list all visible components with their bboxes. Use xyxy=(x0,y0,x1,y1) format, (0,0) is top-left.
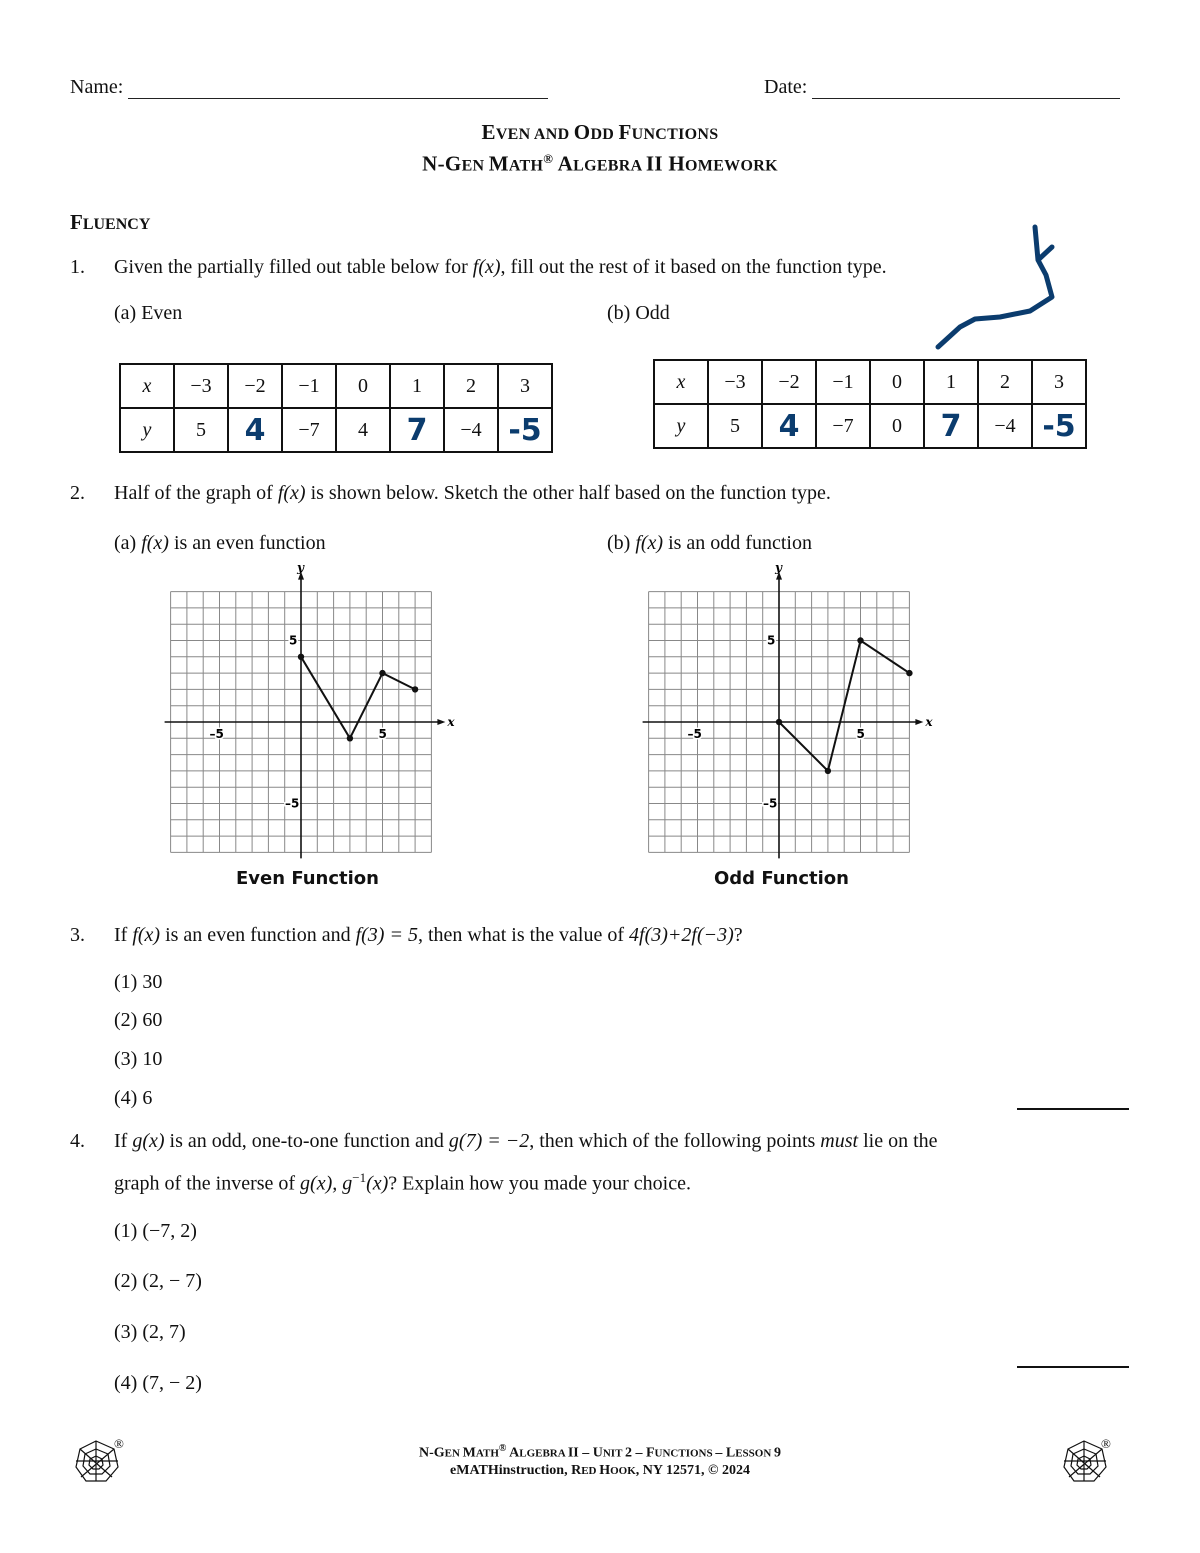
data-point xyxy=(347,735,353,741)
x-header: x xyxy=(654,360,708,404)
table-even xyxy=(119,363,553,453)
table-cell: 5 xyxy=(708,404,762,448)
table-cell: −1 xyxy=(282,364,336,408)
q2-part-b: (b) f(x) is an odd function xyxy=(607,532,812,554)
choice-item[interactable]: (3) (2, 7) xyxy=(114,1321,186,1343)
page-subtitle: N-GEN MATH® ALGEBRA II HOMEWORK xyxy=(422,151,778,176)
table-cell: −7 xyxy=(282,408,336,452)
table-row-x xyxy=(654,360,1086,404)
graph-odd-caption: Odd Function xyxy=(714,868,849,889)
tick-label: –5 xyxy=(285,796,300,811)
table-cell: 2 xyxy=(978,360,1032,404)
pen-scribble xyxy=(920,215,1070,360)
y-axis-label: y xyxy=(775,565,782,575)
graph-even-caption: Even Function xyxy=(236,868,379,889)
q1-part-b: (b) Odd xyxy=(607,302,670,324)
x-header: x xyxy=(120,364,174,408)
choice-item[interactable]: (3) 10 xyxy=(114,1048,163,1070)
y-header: y xyxy=(120,408,174,452)
q3-answer-line[interactable] xyxy=(1017,1108,1129,1110)
table-cell: 3 xyxy=(1032,360,1086,404)
table-row-x xyxy=(120,364,552,408)
table-cell: −3 xyxy=(174,364,228,408)
data-point xyxy=(906,670,912,676)
table-cell: −1 xyxy=(816,360,870,404)
name-line xyxy=(128,98,548,99)
choice-item[interactable]: (2) 60 xyxy=(114,1009,163,1031)
page-title: EVEN AND ODD FUNCTIONS xyxy=(481,120,719,144)
table-cell: 0 xyxy=(870,404,924,448)
y-header: y xyxy=(654,404,708,448)
tick-label: –5 xyxy=(763,796,778,811)
x-axis-label: x xyxy=(447,715,455,729)
logo-right-mark: ® xyxy=(1101,1436,1111,1451)
tick-label: 5 xyxy=(289,633,298,648)
q3-text: If f(x) is an even function and f(3) = 5, then what is the value of 4f(3)+2f(−3)? xyxy=(114,924,743,946)
choice-item[interactable]: (4) (7, − 2) xyxy=(114,1372,202,1394)
graph-odd[interactable] xyxy=(638,565,938,865)
q4-number: 4. xyxy=(70,1130,85,1152)
handwritten-answer[interactable]: 4 xyxy=(762,404,816,448)
table-cell: 5 xyxy=(174,408,228,452)
handwritten-answer[interactable]: -5 xyxy=(1032,404,1086,448)
choice-item[interactable]: (4) 6 xyxy=(114,1087,153,1109)
graph-even[interactable] xyxy=(160,565,460,865)
function-line xyxy=(301,657,415,739)
q2-number: 2. xyxy=(70,482,85,504)
data-point xyxy=(857,637,863,643)
date-field[interactable]: Date: xyxy=(764,76,1120,99)
table-row-y xyxy=(120,408,552,452)
q2-text: Half of the graph of f(x) is shown below. Sketch the other half based on the function type. xyxy=(114,482,831,504)
y-axis-label: y xyxy=(297,565,304,575)
q3-number: 3. xyxy=(70,924,85,946)
logo-left-mark: ® xyxy=(114,1436,124,1451)
choice-item[interactable]: (2) (2, − 7) xyxy=(114,1270,202,1292)
table-cell: −3 xyxy=(708,360,762,404)
table-cell: −2 xyxy=(228,364,282,408)
handwritten-answer[interactable]: 4 xyxy=(228,408,282,452)
q1-number: 1. xyxy=(70,256,85,278)
footer-course: N-GEN MATH® ALGEBRA II – UNIT 2 – FUNCTIONS – LESSON 9 xyxy=(418,1443,782,1461)
handwritten-answer[interactable]: -5 xyxy=(498,408,552,452)
choice-item[interactable]: (1) (−7, 2) xyxy=(114,1220,197,1242)
table-cell: 0 xyxy=(336,364,390,408)
data-point xyxy=(825,768,831,774)
date-line xyxy=(812,98,1120,99)
table-row-y xyxy=(654,404,1086,448)
table-cell: −2 xyxy=(762,360,816,404)
x-axis-arrow xyxy=(915,719,923,725)
section-heading: FLUENCY xyxy=(70,210,151,234)
tick-label: –5 xyxy=(687,727,702,741)
q1-part-a: (a) Even xyxy=(114,302,183,324)
table-cell: 1 xyxy=(924,360,978,404)
x-axis-label: x xyxy=(925,715,933,729)
footer-publisher: eMATHinstruction, RED HOOK, NY 12571, © 2024 xyxy=(450,1463,750,1478)
q4-text-line2: graph of the inverse of g(x), $g^{-1}(x)$? Explain how you made your choice. xyxy=(114,1170,691,1195)
table-cell: −7 xyxy=(816,404,870,448)
table-cell: 2 xyxy=(444,364,498,408)
handwritten-answer[interactable]: 7 xyxy=(924,404,978,448)
table-cell: 0 xyxy=(870,360,924,404)
name-field[interactable]: Name: xyxy=(70,76,548,99)
data-point xyxy=(298,654,304,660)
table-cell: −4 xyxy=(978,404,1032,448)
tick-label: –5 xyxy=(209,727,224,741)
handwritten-answer[interactable]: 7 xyxy=(390,408,444,452)
tick-label: 5 xyxy=(378,727,387,741)
data-point xyxy=(379,670,385,676)
q2-part-a: (a) f(x) is an even function xyxy=(114,532,326,554)
table-cell: 1 xyxy=(390,364,444,408)
choice-item[interactable]: (1) 30 xyxy=(114,971,163,993)
table-cell: 3 xyxy=(498,364,552,408)
data-point xyxy=(412,686,418,692)
table-cell: −4 xyxy=(444,408,498,452)
q4-text-line1: If g(x) is an odd, one-to-one function and g(7) = −2, then which of the following points must lie on the xyxy=(114,1130,938,1152)
tick-label: 5 xyxy=(767,633,776,648)
tick-label: 5 xyxy=(856,727,865,741)
table-cell: 4 xyxy=(336,408,390,452)
q4-answer-line[interactable] xyxy=(1017,1366,1129,1368)
data-point xyxy=(776,719,782,725)
q1-text: Given the partially filled out table below for f(x), fill out the rest of it based on the function type. xyxy=(114,256,887,278)
x-axis-arrow xyxy=(437,719,445,725)
table-odd xyxy=(653,359,1087,449)
